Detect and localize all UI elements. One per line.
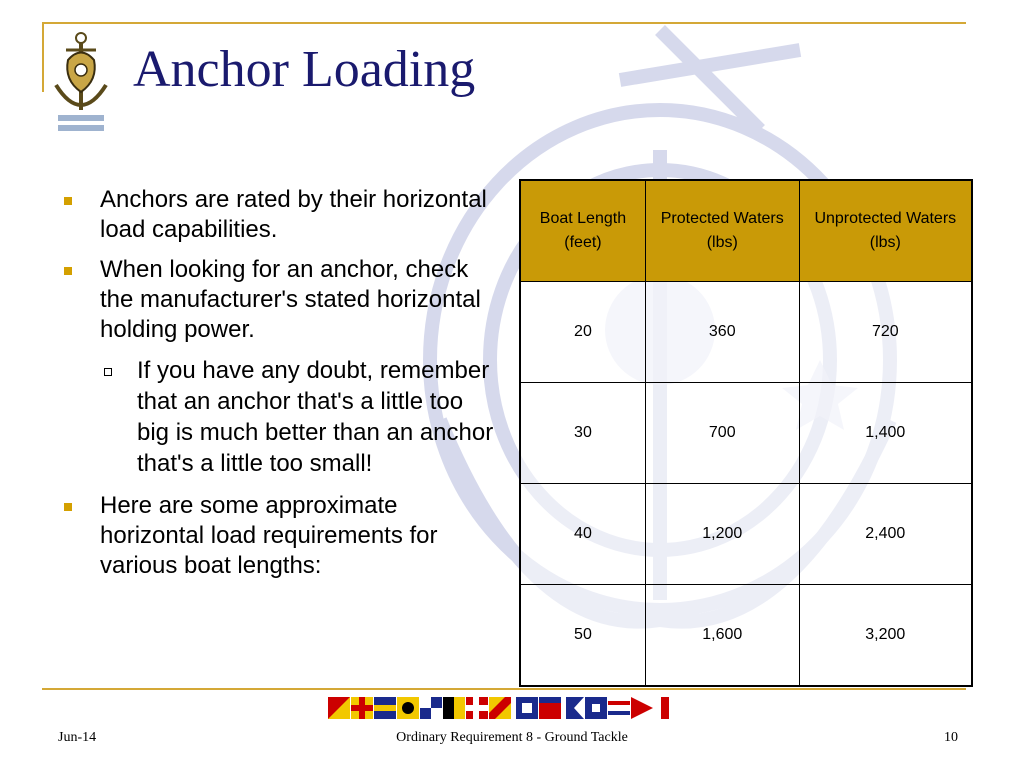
bottom-rule — [42, 688, 966, 690]
table-cell: 1,200 — [645, 484, 799, 585]
table-cell: 700 — [645, 383, 799, 484]
table-cell: 360 — [645, 282, 799, 383]
footer-date: Jun-14 — [58, 730, 97, 745]
anchor-load-table — [519, 179, 973, 687]
bullet-item — [60, 255, 500, 345]
bullet-marker-icon — [64, 503, 72, 511]
bullet-text: When looking for an anchor, check the manufacturer's stated horizontal holding power. — [100, 256, 481, 343]
bullet-item — [60, 491, 500, 581]
left-rule — [42, 22, 44, 92]
column-header: Boat Length (feet) — [520, 180, 645, 282]
bullet-text: Anchors are rated by their horizontal load capabilities. — [100, 186, 487, 243]
bullet-text: Here are some approximate horizontal load requirements for various boat lengths: — [100, 492, 438, 579]
sea-scout-anchor-logo-icon — [48, 30, 114, 136]
slide-body — [60, 185, 500, 591]
table-row — [520, 585, 972, 687]
bullet-item — [60, 185, 500, 245]
slide-title: Anchor Loading — [133, 41, 476, 98]
slide-number: 10 — [944, 730, 958, 745]
column-header: Unprotected Waters (lbs) — [799, 180, 972, 282]
sub-bullet-item — [60, 355, 500, 479]
sub-bullet-text: If you have any doubt, remember that an anchor that's a little too big is much better than an anchor that's a little too small! — [137, 357, 494, 477]
nautical-signal-flags-icon — [328, 697, 692, 721]
table-cell: 2,400 — [799, 484, 972, 585]
table-cell: 30 — [520, 383, 645, 484]
bullet-marker-icon — [64, 197, 72, 205]
sub-bullet-marker-icon — [104, 368, 112, 376]
table-cell: 3,200 — [799, 585, 972, 687]
table-cell: 720 — [799, 282, 972, 383]
table-cell: 40 — [520, 484, 645, 585]
table-row — [520, 282, 972, 383]
bullet-marker-icon — [64, 267, 72, 275]
table-row — [520, 484, 972, 585]
column-header: Protected Waters (lbs) — [645, 180, 799, 282]
table-header-row — [520, 180, 972, 282]
table-cell: 1,600 — [645, 585, 799, 687]
table-cell: 1,400 — [799, 383, 972, 484]
table-row — [520, 383, 972, 484]
footer-course-title: Ordinary Requirement 8 - Ground Tackle — [396, 730, 628, 745]
table-cell: 50 — [520, 585, 645, 687]
table-cell: 20 — [520, 282, 645, 383]
